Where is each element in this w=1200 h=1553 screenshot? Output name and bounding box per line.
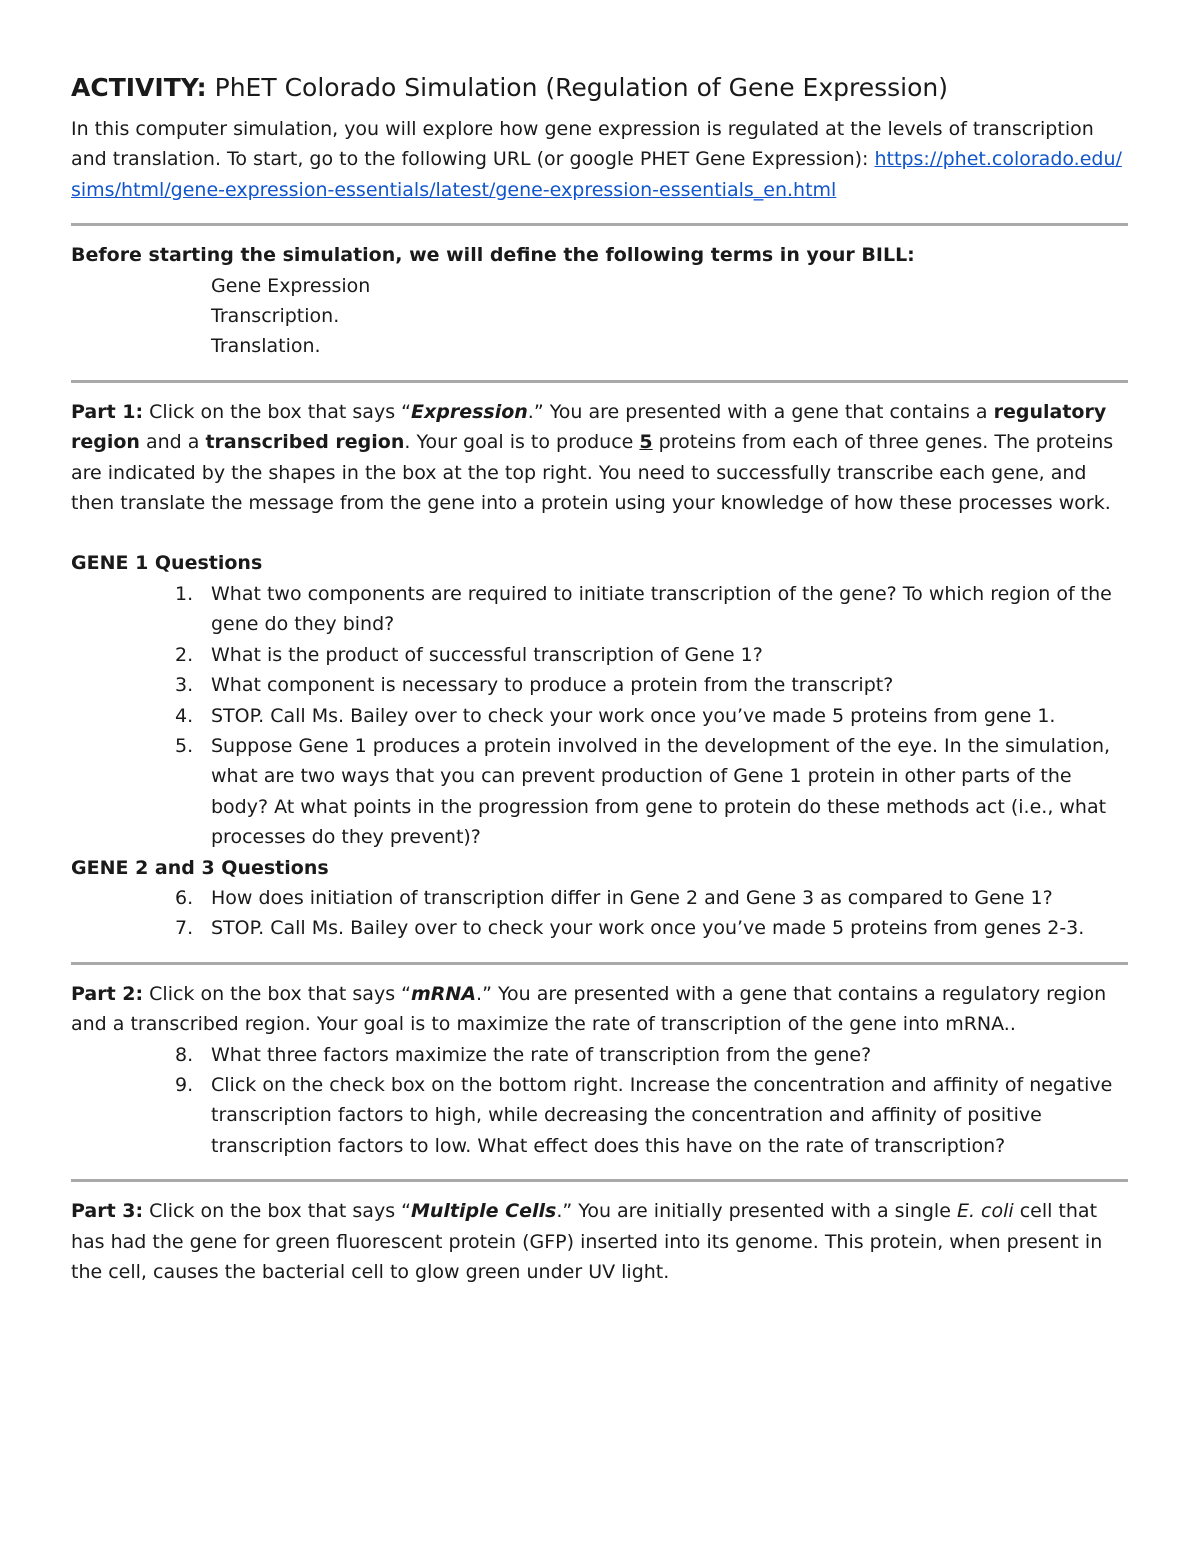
part2-text: Click on the box that says “	[143, 982, 411, 1005]
part1-text: .” You are presented with a gene that contains a	[527, 400, 994, 423]
section-divider	[71, 1179, 1128, 1182]
question-number: 9.	[175, 1073, 194, 1096]
question-text: What is the product of successful transcription of Gene 1?	[211, 643, 763, 666]
question-item	[175, 1070, 1128, 1161]
question-item	[175, 701, 1128, 731]
question-text: What two components are required to initiate transcription of the gene? To which region of the gene do they bind?	[211, 582, 1112, 636]
part1-text: and a	[139, 431, 206, 454]
part1-text: . Your goal is to produce	[404, 431, 640, 454]
title-label: ACTIVITY:	[71, 73, 207, 102]
transcribed-region-term: transcribed region	[205, 431, 405, 454]
expression-box-name: Expression	[410, 400, 528, 423]
part1-paragraph	[71, 397, 1128, 519]
question-number: 4.	[175, 704, 194, 727]
gene1-question-list	[71, 579, 1128, 853]
protein-goal-number: 5	[639, 431, 653, 454]
part2-label: Part 2:	[71, 982, 144, 1005]
section-divider	[71, 223, 1128, 226]
term-item: Transcription.	[211, 305, 340, 328]
term-item: Gene Expression	[211, 274, 371, 297]
question-number: 5.	[175, 734, 194, 757]
question-item	[175, 640, 1128, 670]
part2-paragraph	[71, 979, 1128, 1040]
question-number: 6.	[175, 886, 194, 909]
part3-paragraph	[71, 1196, 1128, 1287]
question-text: STOP. Call Ms. Bailey over to check your work once you’ve made 5 proteins from gene 1.	[211, 704, 1056, 727]
terms-list	[71, 271, 1128, 362]
question-item	[175, 731, 1128, 853]
question-text: What component is necessary to produce a protein from the transcript?	[211, 674, 894, 697]
section-divider	[71, 962, 1128, 965]
question-number: 2.	[175, 643, 194, 666]
question-text: How does initiation of transcription differ in Gene 2 and Gene 3 as compared to Gene 1?	[211, 886, 1053, 909]
part3-label: Part 3:	[71, 1200, 144, 1223]
title-text: PhET Colorado Simulation (Regulation of Gene Expression)	[206, 73, 949, 102]
part3-text: .” You are initially presented with a single	[556, 1200, 957, 1223]
part1-text: Click on the box that says “	[143, 400, 411, 423]
question-item	[175, 579, 1128, 640]
question-text: What three factors maximize the rate of transcription from the gene?	[211, 1043, 872, 1066]
part2-question-list	[71, 1040, 1128, 1162]
gene23-question-list	[71, 883, 1128, 944]
question-item	[175, 1040, 1128, 1070]
question-text: Suppose Gene 1 produces a protein involved in the development of the eye. In the simulation, what are two ways that you can prevent production of Gene 1 protein in other parts of the body? At what points in the progression from gene to protein do these methods act (i.e., what processes do they prevent)?	[211, 734, 1111, 849]
regulatory-region-term: regulatory region	[71, 400, 1107, 454]
spacer	[71, 518, 1128, 548]
simulation-url-link[interactable]: https://phet.colorado.edu/sims/html/gene-expression-essentials/latest/gene-expression-essentials_en.html	[71, 148, 1122, 201]
part3-text: cell that has had the gene for green fluorescent protein (GFP) inserted into its genome. This protein, when present in the cell, causes the bacterial cell to glow green under UV light.	[71, 1200, 1103, 1283]
part1-text: proteins from each of three genes. The proteins are indicated by the shapes in the box at the top right. You need to successfully transcribe each gene, and then translate the message from the gene into a protein using your knowledge of how these processes work.	[71, 431, 1114, 515]
intro-text: In this computer simulation, you will explore how gene expression is regulated at the levels of transcription and translation. To start, go to the following URL (or google PHET Gene Expression):	[71, 118, 1094, 171]
page-title	[71, 70, 1128, 106]
gene23-heading: GENE 2 and 3 Questions	[71, 856, 329, 879]
term-item: Translation.	[211, 335, 321, 358]
question-number: 8.	[175, 1043, 194, 1066]
question-number: 7.	[175, 917, 194, 940]
intro-paragraph	[71, 114, 1128, 205]
section-divider	[71, 380, 1128, 383]
before-heading	[71, 240, 1128, 270]
organism-name: E. coli	[956, 1200, 1014, 1223]
gene1-heading: GENE 1 Questions	[71, 552, 263, 575]
question-number: 1.	[175, 582, 194, 605]
part3-text: Click on the box that says “	[143, 1200, 411, 1223]
question-number: 3.	[175, 674, 194, 697]
multiple-cells-box-name: Multiple Cells	[410, 1200, 557, 1223]
question-item	[175, 913, 1128, 943]
question-item	[175, 883, 1128, 913]
question-item	[175, 670, 1128, 700]
question-text: STOP. Call Ms. Bailey over to check your work once you’ve made 5 proteins from genes 2-3.	[211, 917, 1085, 940]
mrna-box-name: mRNA	[410, 982, 477, 1005]
part1-label: Part 1:	[71, 400, 144, 423]
part2-text: .” You are presented with a gene that contains a regulatory region and a transcribed region. Your goal is to maximize the rate of transcription of the gene into mRNA..	[71, 982, 1107, 1036]
before-heading-text: Before starting the simulation, we will define the following terms in your BILL:	[71, 244, 915, 267]
question-text: Click on the check box on the bottom right. Increase the concentration and affinity of negative transcription factors to high, while decreasing the concentration and affinity of positive transcription factors to low. What effect does this have on the rate of transcription?	[211, 1073, 1113, 1157]
